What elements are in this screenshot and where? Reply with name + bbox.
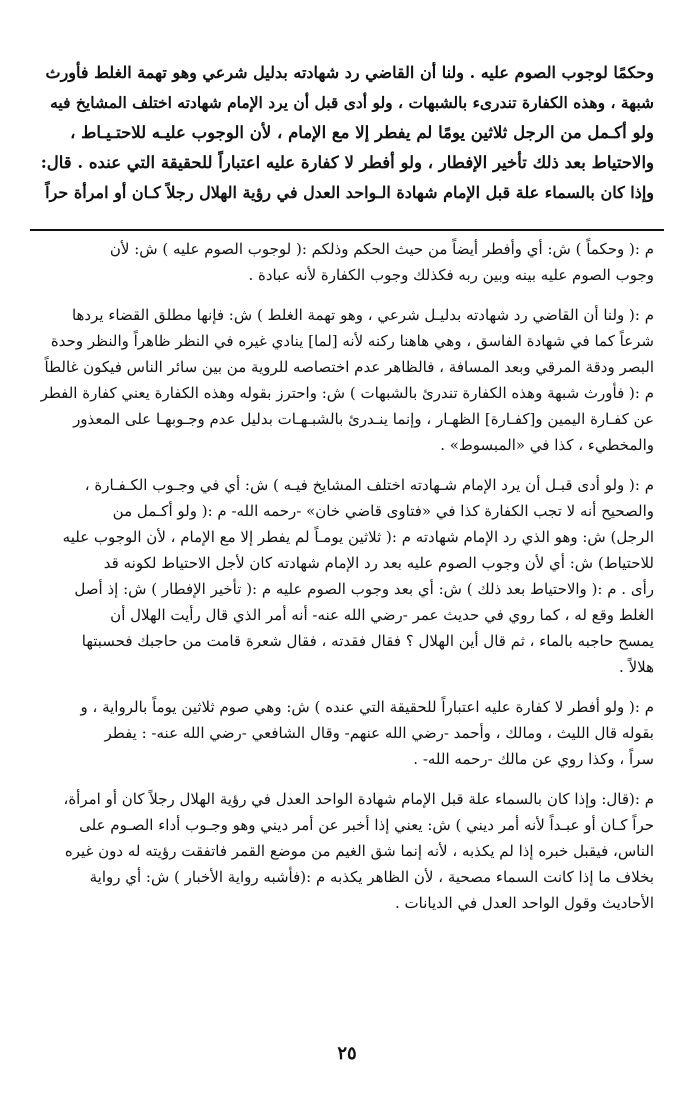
commentary-line: رأى . م :( والاحتياط بعد ذلك ) ش: أي بعد وجوب الصوم عليه م :( تأخير الإفطار ) ش: إذ أصل (74, 580, 654, 598)
commentary-line: شرعاً كما في شهادة الفاسق ، وهي هاهنا ركنه لأنه [لما] ينادي غيره في النظر ظاهراً والنظر وحدة (50, 332, 654, 350)
commentary-paragraph (40, 786, 654, 916)
main-text-block (36, 58, 654, 208)
commentary-line: هلالاً . (619, 658, 654, 676)
commentary-line: عن كفـارة اليمين و[كفـارة] الظهـار ، وإنما ينـدرئ بالشبـهـات بدليل عدم وجـوبهـا على المعذور (73, 410, 654, 428)
commentary-line: م :( ولنا أن القاضي رد شهادته بدليـل شرعي ، وهو تهمة الغلط ) ش: فإنها مطلق القضاء يردها (71, 306, 654, 324)
commentary-paragraph (40, 694, 654, 772)
commentary-line: سراً ، وكذا روي عن مالك -رحمه الله- . (413, 750, 654, 768)
main-text-line: ولو أكـمل من الرجل ثلاثين يومًا لم يفطر إلا مع الإمام ، لأن الوجوب عليـه للاحتـيـاط ، (70, 123, 654, 142)
main-text-line: وحكمًا لوجوب الصوم عليه . ولنا أن القاضي رد شهادته بدليل شرعي وهو تهمة الغلط فأورث (45, 63, 654, 82)
commentary-block (40, 236, 654, 930)
commentary-line: م :( ولو أدى قبـل أن يرد الإمام شـهادته اختلف المشايخ فيـه ) ش: أي في وجـوب الكـفـارة ، (84, 476, 654, 494)
commentary-line: يمسح حاجبه بالماء ، ثم قال أين الهلال ؟ فقال فقدته ، فقال شعرة قامت من حاجبك فحسبتها (81, 632, 654, 650)
commentary-paragraph (40, 472, 654, 680)
commentary-line: م :(قال: وإذا كان بالسماء علة قبل الإمام شهادة الواحد العدل في رؤية الهلال رجلاً كان أو امرأة، (63, 790, 654, 808)
commentary-line: للاحتياط) ش: أي لأن وجوب الصوم عليه بعد رد الإمام شهادته كان لأجل الاحتياط لكونه قد (103, 554, 654, 572)
commentary-line: الأحاديث وقول الواحد العدل في الديانات . (394, 894, 654, 912)
commentary-line: الرجل) ش: وهو الذي رد الإمام شهادته م :( ثلاثين يومـاً لم يفطر إلا مع الإمام ، لأن الوجوب عليه (62, 528, 654, 546)
commentary-line: م :( وحكماً ) ش: أي وأفطر أيضاً من حيث الحكم وذلكم :( لوجوب الصوم عليه ) ش: لأن (109, 240, 654, 258)
commentary-line: الناس، فيقبل خبره إذا لم يكذبه ، لأنه إنما شق الغيم من موضع القمر فاتفقت رؤيته له دون غيره (64, 842, 654, 860)
commentary-line: وجوب الصوم عليه بينه وبين ربه فكذلك وجوب الكفارة لأنه عبادة . (248, 266, 654, 284)
commentary-line: بخلاف ما إذا كانت السماء مصحية ، لأن الظاهر يكذبه م :(فأشبه رواية الأخبار ) ش: أي رواية (89, 868, 654, 886)
main-text-line: والاحتياط بعد ذلك تأخير الإفطار ، ولو أفطر لا كفارة عليه اعتباراً للحقيقة التي عنده . قال: (40, 153, 654, 172)
commentary-line: والمخطيء ، كذا في «المبسوط» . (440, 436, 654, 454)
commentary-line: بقوله قال الليث ، ومالك ، وأحمد -رضي الله عنهم- وقال الشافعي -رضي الله عنه- : يفطر (104, 724, 654, 742)
main-text-line: وإذا كان بالسماء علة قبل الإمام شهادة الـواحد العدل في رؤية الهلال رجلاً كـان أو امرأة حراً (45, 183, 654, 202)
commentary-paragraph (40, 236, 654, 288)
separator-rule (30, 229, 664, 231)
commentary-line: والصحيح أنه لا تجب الكفارة كذا في «فتاوى قاضي خان» -رحمه الله- م :( ولو أكـمل من (112, 502, 654, 520)
main-text-line: شبهة ، وهذه الكفارة تندرىء بالشبهات ، ولو أدى قبل أن يرد الإمام شهادته اختلف المشايخ فيه (50, 93, 654, 112)
commentary-line: م :( ولو أفطر لا كفارة عليه اعتباراً للحقيقة التي عنده ) ش: وهي صوم ثلاثين يوماً بالرواية ، و (80, 698, 654, 716)
commentary-line: الغلط وقع له ، كما روي في حديث عمر -رضي الله عنه- أنه أمر الذي قال رأيت الهلال أن (110, 606, 654, 624)
page-number: ٢٥ (337, 1043, 357, 1064)
commentary-line: حراً كـان أو عبـداً لأنه أمر ديني ) ش: يعني إذا أخبر عن أمر ديني وهو وجـوب أداء الصـوم على (79, 816, 654, 834)
commentary-paragraph (40, 302, 654, 458)
commentary-line: م :( فأورث شبهة وهذه الكفارة تندرئ بالشبهات ) ش: واحترز بقوله وهذه الكفارة يعني كفارة الفطر (40, 384, 654, 402)
commentary-line: البصر ودقة المرقي وبعد المسافة ، فالظاهر عدم اختصاصه للروية من بين سائر الناس فيكون غالطاً (44, 358, 654, 376)
